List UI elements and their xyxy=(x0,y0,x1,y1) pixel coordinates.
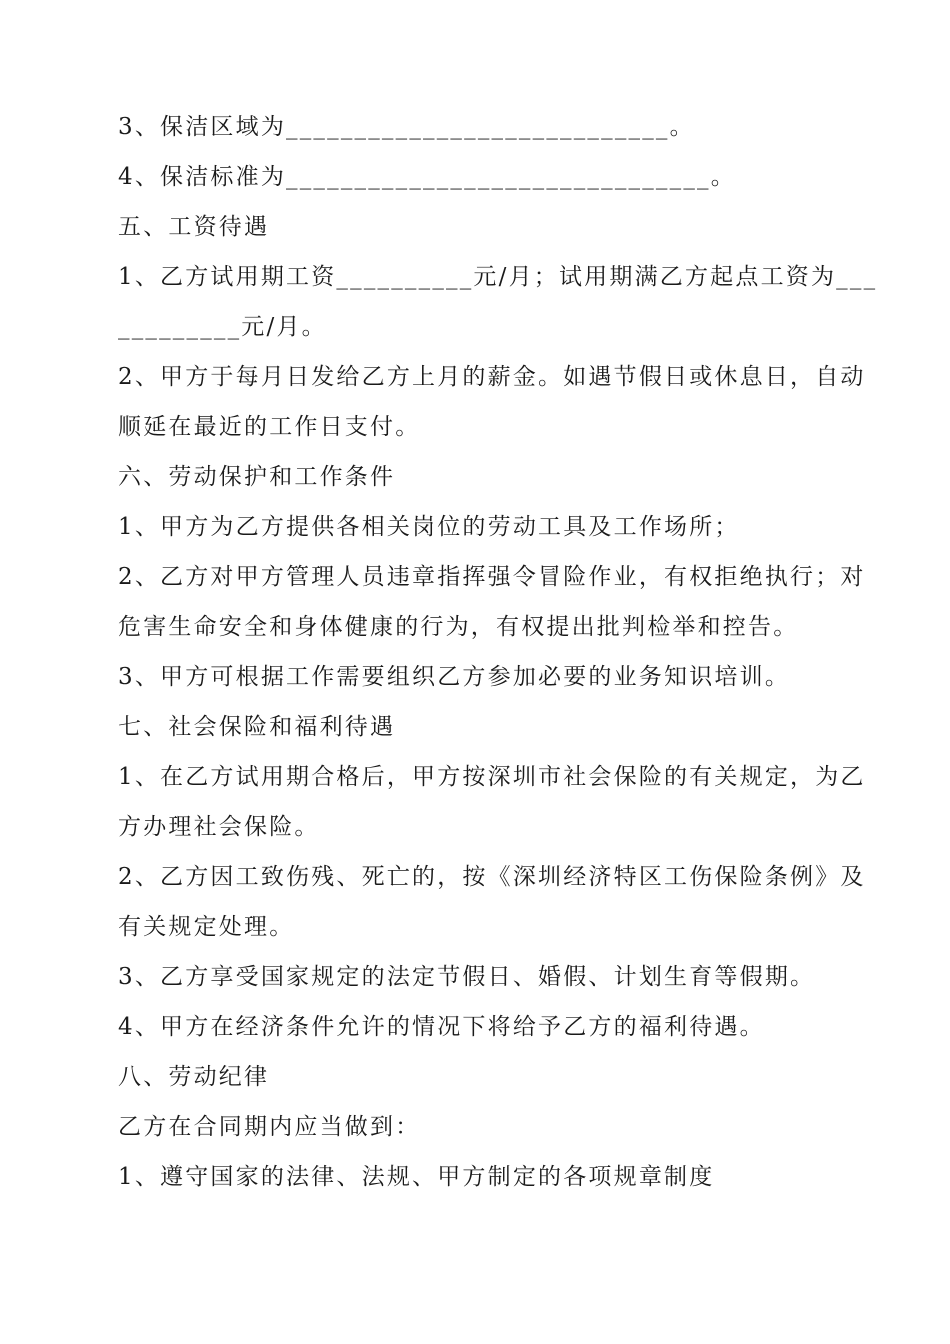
clause-social-insurance-cont: 方办理社会保险。 xyxy=(118,814,320,840)
clause-wage-probation-cont: _________元/月。 xyxy=(118,314,327,340)
clause-refuse-risky-orders-cont: 危害生命安全和身体健康的行为，有权提出批判检举和控告。 xyxy=(118,614,799,640)
section-heading-labor-protection: 六、劳动保护和工作条件 xyxy=(118,464,396,490)
clause-wage-payday-cont: 顺延在最近的工作日支付。 xyxy=(118,414,421,440)
clause-holidays: 3、乙方享受国家规定的法定节假日、婚假、计划生育等假期。 xyxy=(118,964,816,990)
clause-wage-payday: 2、甲方于每月日发给乙方上月的薪金。如遇节假日或休息日，自动 xyxy=(118,364,866,390)
clause-training: 3、甲方可根据工作需要组织乙方参加必要的业务知识培训。 xyxy=(118,664,791,690)
section-heading-wages: 五、工资待遇 xyxy=(118,214,270,240)
clause-tools-workplace: 1、甲方为乙方提供各相关岗位的劳动工具及工作场所； xyxy=(118,514,740,540)
section-heading-discipline: 八、劳动纪律 xyxy=(118,1064,270,1090)
section-heading-social-insurance: 七、社会保险和福利待遇 xyxy=(118,714,396,740)
clause-wage-probation: 1、乙方试用期工资__________元/月；试用期满乙方起点工资为___ xyxy=(118,264,878,290)
clause-refuse-risky-orders: 2、乙方对甲方管理人员违章指挥强令冒险作业，有权拒绝执行；对 xyxy=(118,564,866,590)
clause-cleaning-area: 3、保洁区域为____________________________。 xyxy=(118,114,695,140)
clause-welfare: 4、甲方在经济条件允许的情况下将给予乙方的福利待遇。 xyxy=(118,1014,765,1040)
clause-work-injury-cont: 有关规定处理。 xyxy=(118,914,295,940)
clause-obey-rules: 1、遵守国家的法律、法规、甲方制定的各项规章制度 xyxy=(118,1164,715,1190)
clause-work-injury: 2、乙方因工致伤残、死亡的，按《深圳经济特区工伤保险条例》及 xyxy=(118,864,866,890)
clause-cleaning-standard: 4、保洁标准为_______________________________。 xyxy=(118,164,736,190)
clause-discipline-intro: 乙方在合同期内应当做到： xyxy=(118,1114,421,1140)
clause-social-insurance: 1、在乙方试用期合格后，甲方按深圳市社会保险的有关规定，为乙 xyxy=(118,764,866,790)
